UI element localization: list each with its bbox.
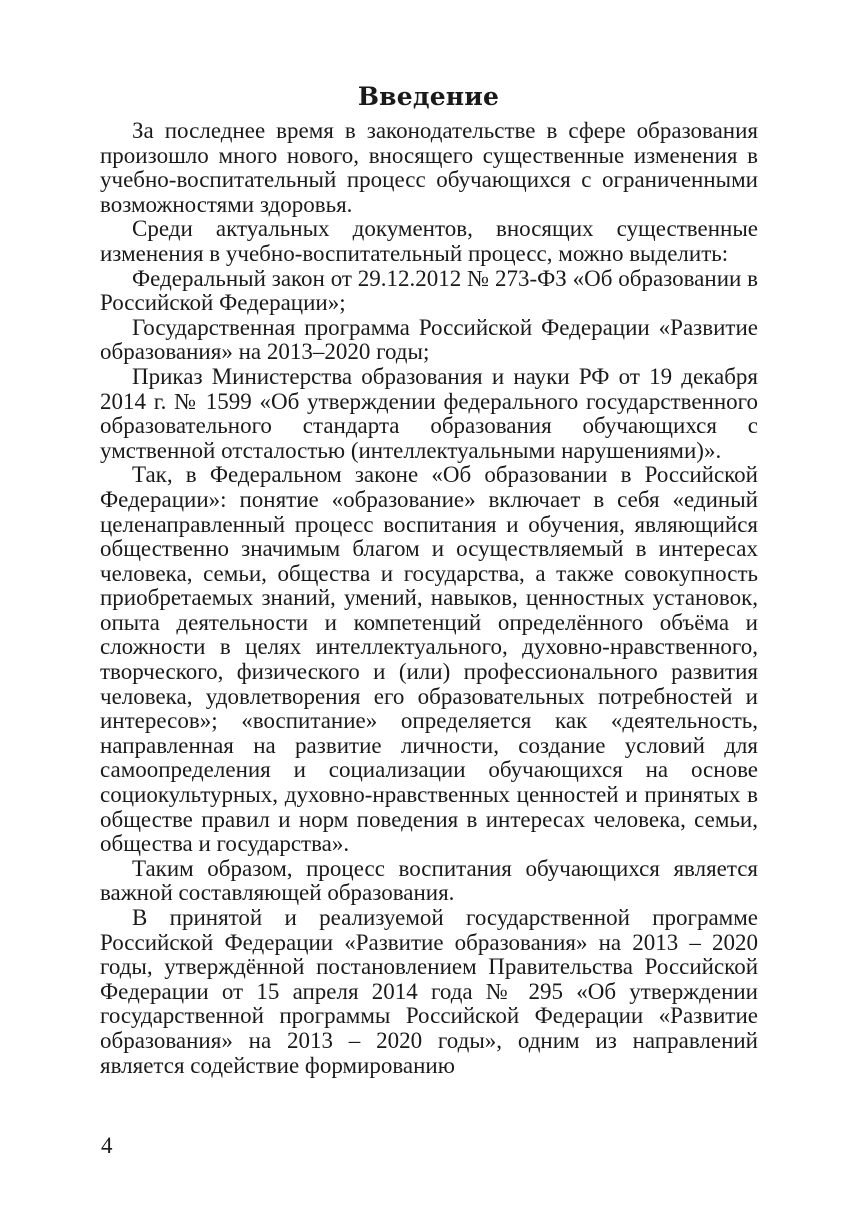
page-title: Введение	[357, 81, 500, 111]
paragraph-ministry-order: Приказ Министерства образования и науки РФ от 19 декабря 2014 г. № 1599 «Об утверждении федерального государственного образовательного стандарта образования обучающихся с умственной отсталостью (интеллектуальными нарушениями)».	[100, 363, 758, 463]
page-number: 4	[101, 1133, 113, 1158]
paragraph-conclusion: Таким образом, процесс воспитания обучающихся является важной составляющей образования.	[100, 855, 758, 906]
paragraph-state-program: Государственная программа Российской Федерации «Развитие образования» на 2013–2020 годы;	[100, 314, 758, 365]
paragraph-documents: Среди актуальных документов, вносящих существенные изменения в учебно-воспитательный процесс, можно выделить:	[100, 216, 758, 266]
paragraph-definitions: Так, в Федеральном законе «Об образовании в Российской Федерации»: понятие «образование» включает в себя «единый целенаправленный процесс воспитания и обучения, являющийся общественно значимым благом и осуществляемый в интересах человека, семьи, общества и государства, а также совокупность приобретаемых знаний, умений, навыков, ценностных установок, опыта деятельности и компетенций определённого объёма и сложности в целях интеллектуального, духовно-нравственного, творческого, физического и (или) профессионального развития человека, удовлетворения его образовательных потребностей и интересов»; «воспитание» определяется как «деятельность, направленная на развитие личности, создание условий для самоопределения и социализации обучающихся на основе социокультурных, духовно-нравственных ценностей и принятых в обществе правил и норм поведения в интересах человека, семьи, общества и государства».	[100, 462, 758, 857]
paragraph-intro: За последнее время в законодательстве в сфере образования произошло много нового, вносящего существенные изменения в учебно-воспитательный процесс обучающихся с ограниченными возможностями здоровья.	[100, 118, 758, 217]
paragraph-program-direction: В принятой и реализуемой государственной программе Российской Федерации «Развитие образования» на 2013 – 2020 годы, утверждённой постановлением Правительства Российской Федерации от 15 апреля 2014 года № 295 «Об утверждении государственной программы Российской Федерации «Развитие образования» на 2013 – 2020 годы», одним из направлений является содействие формированию	[100, 905, 758, 1078]
body-text	[100, 119, 758, 1078]
paragraph-federal-law: Федеральный закон от 29.12.2012 № 273-ФЗ «Об образовании в Российской Федерации»;	[100, 265, 758, 316]
